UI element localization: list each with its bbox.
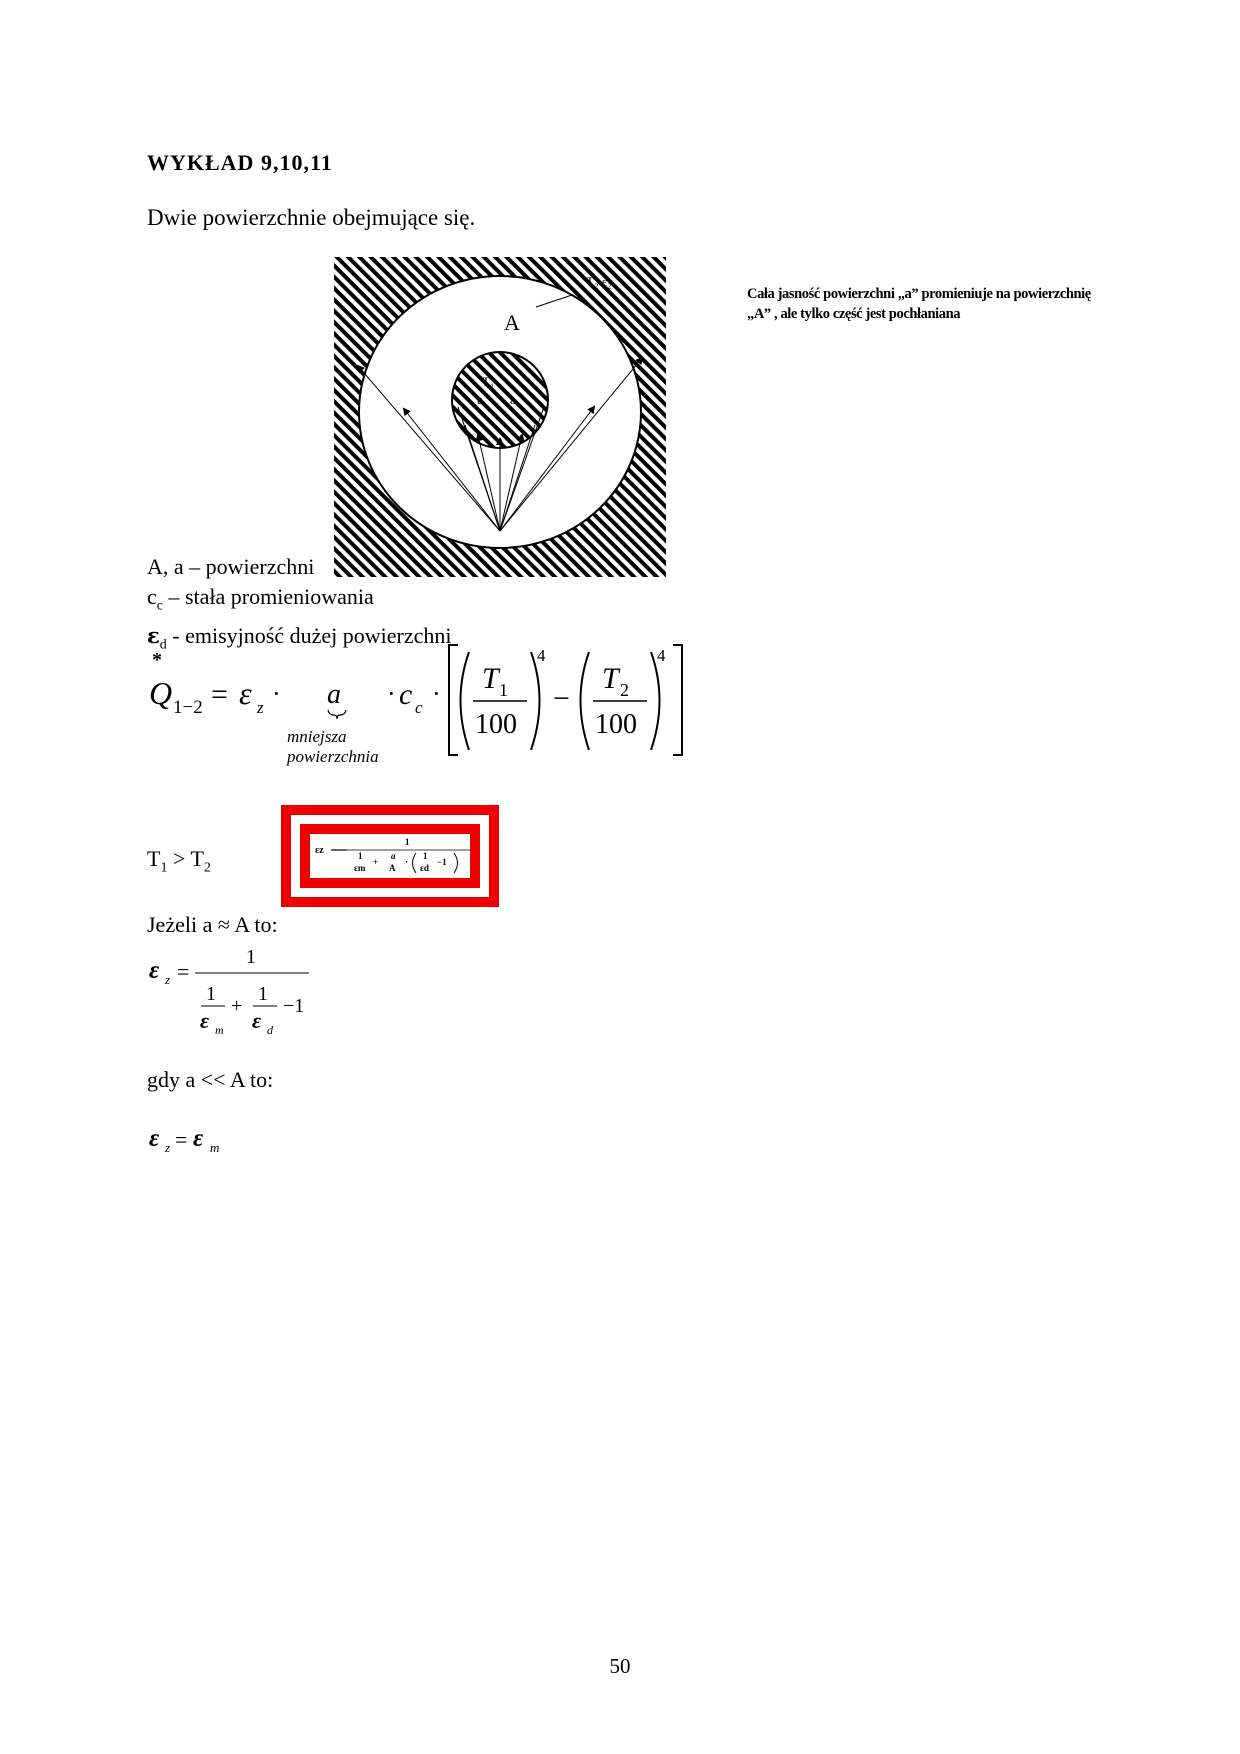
label-inner-eps: ε₁ — [477, 392, 487, 407]
svg-text:1: 1 — [405, 837, 410, 847]
svg-text:·: · — [387, 679, 396, 708]
svg-text:2: 2 — [620, 680, 629, 700]
lecture-heading: WYKŁAD 9,10,11 — [147, 150, 333, 175]
svg-text:+: + — [231, 995, 243, 1017]
svg-text:z: z — [165, 1140, 171, 1155]
svg-text:=: = — [211, 678, 228, 711]
svg-text:1: 1 — [258, 983, 268, 1005]
svg-text:ε: ε — [193, 1125, 204, 1152]
side-note: Cała jasność powierzchni „a” promieniuje na powierzchnię „A” , ale tylko część jest pochłaniana — [747, 286, 1091, 322]
temperature-inequality: $T_1 > T_2$ — [147, 846, 211, 876]
svg-text:a: a — [391, 851, 396, 861]
svg-text:d: d — [267, 1023, 273, 1035]
svg-text:4: 4 — [657, 646, 666, 665]
svg-text:m: m — [210, 1140, 220, 1155]
svg-text:·: · — [272, 679, 281, 708]
svg-text:1: 1 — [358, 851, 363, 861]
svg-text:εd: εd — [420, 863, 429, 873]
svg-text:1: 1 — [499, 680, 508, 700]
svg-text:a: a — [327, 679, 341, 710]
svg-text:εz: εz — [315, 845, 324, 856]
svg-text:Q: Q — [149, 675, 173, 711]
svg-text:4: 4 — [537, 646, 546, 665]
definition-item: $c_c$ – stała promieniowania — [147, 584, 374, 614]
svg-text:1: 1 — [206, 983, 216, 1005]
svg-text:c: c — [399, 678, 413, 711]
svg-text:+: + — [373, 857, 379, 867]
emissivity-formula-small-area — [147, 1120, 247, 1160]
svg-text:ε: ε — [149, 957, 160, 984]
condition-equal-areas: Jeżeli a ≈ A to: — [147, 912, 278, 937]
svg-text:−1: −1 — [437, 857, 447, 867]
svg-text:ε: ε — [239, 675, 252, 711]
svg-text:−1: −1 — [283, 995, 305, 1017]
page-number: 50 — [609, 1654, 631, 1678]
definition-item: $\varepsilon_d$ - emisyjność dużej powierzchni — [147, 623, 452, 653]
intro-text: Dwie powierzchnie obejmujące się. — [147, 205, 476, 230]
svg-text:ε: ε — [252, 1008, 262, 1033]
enclosing-surfaces-diagram — [334, 257, 666, 577]
svg-text:*: * — [152, 649, 162, 671]
svg-text:·: · — [432, 679, 441, 708]
condition-small-area: gdy a << A to: — [147, 1067, 274, 1092]
svg-text:·: · — [405, 857, 409, 867]
svg-text:1−2: 1−2 — [173, 697, 203, 718]
svg-text:m: m — [215, 1023, 224, 1035]
svg-text:100: 100 — [475, 709, 517, 740]
definition-item: A, a – powierzchni — [147, 554, 315, 579]
svg-text:ε: ε — [149, 1125, 160, 1152]
svg-text:T: T — [482, 662, 499, 695]
svg-text:powierzchnia: powierzchnia — [287, 747, 379, 766]
svg-text:A: A — [389, 863, 396, 873]
svg-text:−: − — [553, 682, 570, 715]
svg-text:1: 1 — [423, 851, 428, 861]
label-outer-A: A — [504, 310, 520, 335]
svg-text:εm: εm — [354, 863, 366, 873]
label-outer-temp: T₂ ε₂ — [586, 274, 612, 289]
svg-text:=: = — [175, 1127, 188, 1152]
svg-text:T: T — [602, 662, 619, 695]
svg-text:100: 100 — [595, 709, 637, 740]
svg-text:ε: ε — [200, 1008, 210, 1033]
svg-text:z: z — [257, 698, 264, 717]
label-inner-a: a — [510, 392, 516, 407]
label-inner-temp: T₁ — [482, 374, 495, 389]
svg-text:c: c — [415, 698, 423, 717]
svg-text:z: z — [165, 972, 171, 987]
boxed-emissivity-formula — [281, 805, 499, 907]
main-heat-flux-formula — [147, 640, 707, 775]
svg-text:1: 1 — [246, 946, 256, 968]
svg-text:=: = — [177, 959, 190, 984]
emissivity-formula-equal-areas — [147, 940, 327, 1035]
svg-text:mniejsza: mniejsza — [287, 727, 347, 746]
